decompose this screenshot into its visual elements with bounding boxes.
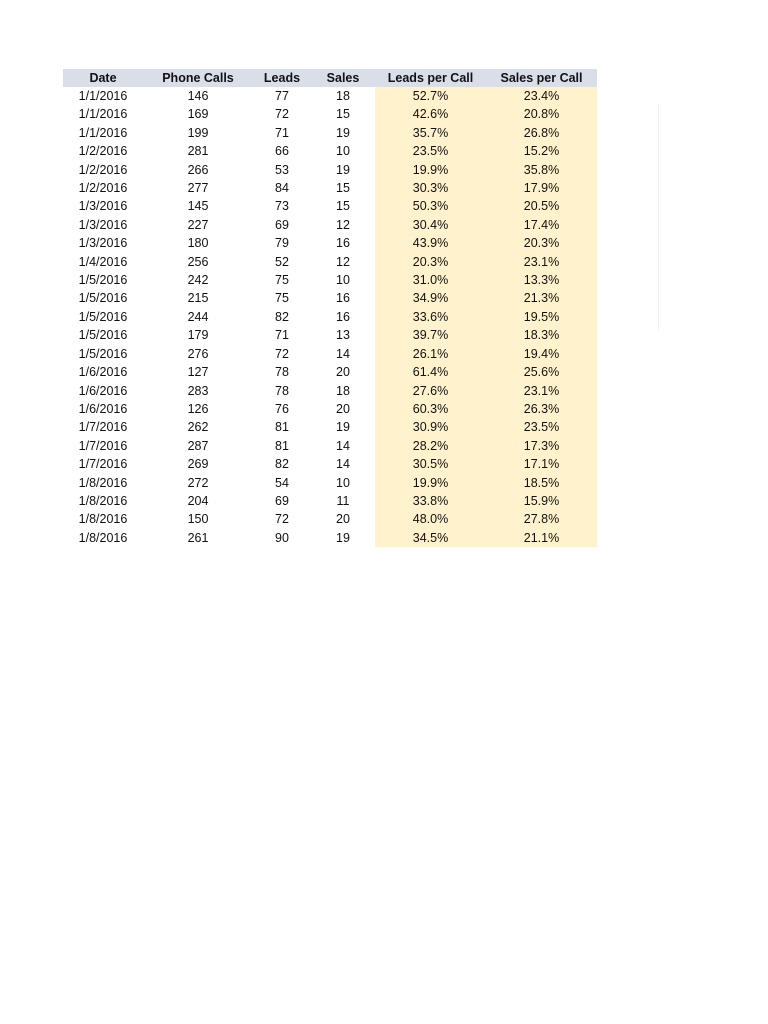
cell-phone-calls[interactable]: 199 [187, 125, 209, 140]
cell-date[interactable]: 1/8/2016 [78, 512, 128, 527]
cell-leads[interactable]: 79 [275, 236, 289, 251]
cell-leads[interactable]: 84 [275, 181, 289, 196]
table-row [63, 418, 597, 436]
cell-phone-calls[interactable]: 204 [187, 493, 209, 508]
cell-sales-per-call[interactable]: 19.5% [486, 308, 597, 326]
table-row [63, 105, 597, 123]
cell-date[interactable]: 1/5/2016 [78, 309, 128, 324]
cell-date[interactable]: 1/2/2016 [78, 144, 128, 159]
table-row [63, 326, 597, 344]
spreadsheet-area [63, 69, 597, 547]
cell-leads-per-call[interactable]: 34.5% [375, 529, 486, 547]
cell-date[interactable]: 1/6/2016 [78, 383, 128, 398]
cell-phone-calls[interactable]: 227 [187, 217, 209, 232]
cell-phone-calls[interactable]: 266 [187, 162, 209, 177]
cell-phone-calls[interactable]: 287 [187, 438, 209, 453]
table-row [63, 437, 597, 455]
cell-date[interactable]: 1/2/2016 [78, 162, 128, 177]
cell-phone-calls[interactable]: 146 [187, 89, 209, 103]
cell-phone-calls[interactable]: 277 [187, 181, 209, 196]
cell-leads-per-call[interactable]: 52.7% [375, 87, 486, 105]
cell-phone-calls[interactable]: 169 [187, 107, 209, 122]
cell-leads-per-call[interactable]: 31.0% [375, 271, 486, 289]
cell-sales[interactable]: 10 [336, 273, 350, 288]
cell-leads-per-call[interactable]: 43.9% [375, 234, 486, 252]
cell-date[interactable]: 1/7/2016 [78, 457, 128, 472]
column-header-phone-calls[interactable]: Phone Calls [143, 69, 253, 87]
cell-sales[interactable]: 14 [336, 346, 350, 361]
table-row [63, 271, 597, 289]
cell-phone-calls[interactable]: 261 [187, 530, 209, 545]
cell-sales[interactable]: 16 [336, 291, 350, 306]
cell-leads[interactable]: 77 [275, 89, 289, 103]
cell-phone-calls[interactable]: 276 [187, 346, 209, 361]
cell-sales-per-call[interactable]: 26.3% [486, 400, 597, 418]
table-row [63, 492, 597, 510]
table-row [63, 142, 597, 160]
sales-data-table [63, 69, 597, 547]
cell-sales-per-call[interactable]: 17.3% [486, 437, 597, 455]
cell-sales[interactable]: 15 [336, 107, 350, 122]
cell-leads[interactable]: 82 [275, 309, 289, 324]
cell-date[interactable]: 1/7/2016 [78, 420, 128, 435]
cell-leads[interactable]: 54 [275, 475, 289, 490]
table-row [63, 289, 597, 307]
table-body [63, 87, 597, 547]
cell-leads[interactable]: 78 [275, 365, 289, 380]
cell-date[interactable]: 1/8/2016 [78, 530, 128, 545]
cell-leads[interactable]: 75 [275, 273, 289, 288]
cell-leads[interactable]: 90 [275, 530, 289, 545]
cell-phone-calls[interactable]: 244 [187, 309, 209, 324]
cell-sales-per-call[interactable]: 13.3% [486, 271, 597, 289]
table-row [63, 253, 597, 271]
cell-sales-per-call[interactable]: 23.1% [486, 253, 597, 271]
cell-sales-per-call[interactable]: 23.1% [486, 382, 597, 400]
cell-phone-calls[interactable]: 283 [187, 383, 209, 398]
cell-leads-per-call[interactable]: 23.5% [375, 142, 486, 160]
cell-phone-calls[interactable]: 281 [187, 144, 209, 159]
cell-sales-per-call[interactable]: 17.4% [486, 216, 597, 234]
cell-date[interactable]: 1/1/2016 [78, 89, 128, 103]
cell-phone-calls[interactable]: 126 [187, 401, 209, 416]
cell-leads-per-call[interactable]: 30.5% [375, 455, 486, 473]
cell-sales[interactable]: 18 [336, 89, 350, 103]
cell-leads-per-call[interactable]: 30.9% [375, 418, 486, 436]
column-header-leads-per-call[interactable]: Leads per Call [375, 69, 486, 87]
cell-sales[interactable]: 11 [336, 493, 350, 508]
cell-sales[interactable]: 10 [336, 475, 350, 490]
cell-leads[interactable]: 75 [275, 291, 289, 306]
cell-leads[interactable]: 82 [275, 457, 289, 472]
cell-leads[interactable]: 81 [275, 438, 289, 453]
cell-sales-per-call[interactable]: 23.4% [486, 87, 597, 105]
cell-leads[interactable]: 52 [275, 254, 289, 269]
cell-leads[interactable]: 66 [275, 144, 289, 159]
cell-leads[interactable]: 72 [275, 107, 289, 122]
cell-phone-calls[interactable]: 180 [187, 236, 209, 251]
cell-date[interactable]: 1/5/2016 [78, 291, 128, 306]
cell-leads[interactable]: 72 [275, 512, 289, 527]
cell-date[interactable]: 1/5/2016 [78, 328, 128, 343]
cell-leads-per-call[interactable]: 42.6% [375, 105, 486, 123]
cell-sales[interactable]: 13 [336, 328, 350, 343]
cell-sales-per-call[interactable]: 18.3% [486, 326, 597, 344]
column-header-sales-per-call[interactable]: Sales per Call [486, 69, 597, 87]
cell-sales-per-call[interactable]: 21.1% [486, 529, 597, 547]
cell-leads-per-call[interactable]: 30.3% [375, 179, 486, 197]
cell-sales[interactable]: 15 [336, 181, 350, 196]
cell-date[interactable]: 1/1/2016 [78, 125, 128, 140]
cell-date[interactable]: 1/6/2016 [78, 401, 128, 416]
table-row [63, 345, 597, 363]
cell-sales[interactable]: 16 [336, 309, 350, 324]
cell-sales-per-call[interactable]: 15.2% [486, 142, 597, 160]
cell-leads-per-call[interactable]: 48.0% [375, 510, 486, 528]
cell-leads-per-call[interactable]: 35.7% [375, 124, 486, 142]
cell-sales[interactable]: 12 [336, 217, 350, 232]
column-header-leads[interactable]: Leads [253, 69, 311, 87]
cell-sales[interactable]: 20 [336, 512, 350, 527]
cell-leads[interactable]: 53 [275, 162, 289, 177]
cell-sales-per-call[interactable]: 21.3% [486, 289, 597, 307]
cell-phone-calls[interactable]: 127 [187, 365, 209, 380]
cell-sales[interactable]: 14 [336, 438, 350, 453]
column-header-sales[interactable]: Sales [311, 69, 375, 87]
cell-phone-calls[interactable]: 150 [187, 512, 209, 527]
cell-leads[interactable]: 78 [275, 383, 289, 398]
cell-phone-calls[interactable]: 145 [187, 199, 209, 214]
cell-sales-per-call[interactable]: 19.4% [486, 345, 597, 363]
cell-sales-per-call[interactable]: 17.1% [486, 455, 597, 473]
cell-sales-per-call[interactable]: 25.6% [486, 363, 597, 381]
cell-leads-per-call[interactable]: 26.1% [375, 345, 486, 363]
cell-sales-per-call[interactable]: 18.5% [486, 474, 597, 492]
cell-date[interactable]: 1/5/2016 [78, 346, 128, 361]
cell-leads-per-call[interactable]: 34.9% [375, 289, 486, 307]
cell-phone-calls[interactable]: 256 [187, 254, 209, 269]
cell-date[interactable]: 1/3/2016 [78, 199, 128, 214]
divider-line [658, 104, 659, 330]
cell-leads-per-call[interactable]: 61.4% [375, 363, 486, 381]
table-row [63, 179, 597, 197]
cell-sales-per-call[interactable]: 20.8% [486, 105, 597, 123]
cell-date[interactable]: 1/2/2016 [78, 181, 128, 196]
cell-sales-per-call[interactable]: 26.8% [486, 124, 597, 142]
table-row [63, 363, 597, 381]
cell-leads[interactable]: 72 [275, 346, 289, 361]
table-row [63, 87, 597, 105]
column-header-date[interactable]: Date [63, 69, 143, 87]
cell-sales[interactable]: 19 [336, 125, 350, 140]
cell-leads-per-call[interactable]: 19.9% [375, 474, 486, 492]
cell-date[interactable]: 1/4/2016 [78, 254, 128, 269]
cell-leads[interactable]: 71 [275, 125, 289, 140]
cell-sales-per-call[interactable]: 23.5% [486, 418, 597, 436]
cell-sales-per-call[interactable]: 27.8% [486, 510, 597, 528]
cell-sales[interactable]: 20 [336, 401, 350, 416]
table-row [63, 529, 597, 547]
cell-sales[interactable]: 19 [336, 162, 350, 177]
cell-sales[interactable]: 18 [336, 383, 350, 398]
cell-sales[interactable]: 14 [336, 457, 350, 472]
cell-date[interactable]: 1/8/2016 [78, 493, 128, 508]
cell-leads-per-call[interactable]: 33.8% [375, 492, 486, 510]
cell-sales-per-call[interactable]: 20.3% [486, 234, 597, 252]
cell-sales[interactable]: 19 [336, 420, 350, 435]
table-row [63, 124, 597, 142]
cell-sales[interactable]: 12 [336, 254, 350, 269]
cell-phone-calls[interactable]: 179 [187, 328, 209, 343]
cell-leads-per-call[interactable]: 30.4% [375, 216, 486, 234]
cell-date[interactable]: 1/7/2016 [78, 438, 128, 453]
cell-leads[interactable]: 73 [275, 199, 289, 214]
table-row [63, 510, 597, 528]
cell-phone-calls[interactable]: 269 [187, 457, 209, 472]
cell-sales[interactable]: 16 [336, 236, 350, 251]
cell-leads-per-call[interactable]: 50.3% [375, 197, 486, 215]
cell-sales-per-call[interactable]: 35.8% [486, 161, 597, 179]
table-row [63, 382, 597, 400]
cell-leads-per-call[interactable]: 20.3% [375, 253, 486, 271]
table-row [63, 161, 597, 179]
cell-sales-per-call[interactable]: 17.9% [486, 179, 597, 197]
cell-leads-per-call[interactable]: 60.3% [375, 400, 486, 418]
cell-phone-calls[interactable]: 262 [187, 420, 209, 435]
cell-date[interactable]: 1/1/2016 [78, 107, 128, 122]
cell-leads-per-call[interactable]: 19.9% [375, 161, 486, 179]
cell-leads[interactable]: 71 [275, 328, 289, 343]
cell-sales[interactable]: 19 [336, 530, 350, 545]
table-row [63, 455, 597, 473]
table-row [63, 216, 597, 234]
cell-phone-calls[interactable]: 272 [187, 475, 209, 490]
table-row [63, 234, 597, 252]
cell-leads-per-call[interactable]: 28.2% [375, 437, 486, 455]
header-row [63, 69, 597, 87]
cell-sales-per-call[interactable]: 15.9% [486, 492, 597, 510]
cell-leads[interactable]: 69 [275, 217, 289, 232]
cell-date[interactable]: 1/8/2016 [78, 475, 128, 490]
cell-date[interactable]: 1/5/2016 [78, 273, 128, 288]
table-row [63, 197, 597, 215]
cell-date[interactable]: 1/3/2016 [78, 217, 128, 232]
table-row [63, 400, 597, 418]
cell-date[interactable]: 1/3/2016 [78, 236, 128, 251]
cell-sales[interactable]: 10 [336, 144, 350, 159]
cell-phone-calls[interactable]: 215 [187, 291, 209, 306]
cell-date[interactable]: 1/6/2016 [78, 365, 128, 380]
cell-leads[interactable]: 81 [275, 420, 289, 435]
cell-sales-per-call[interactable]: 20.5% [486, 197, 597, 215]
cell-leads-per-call[interactable]: 33.6% [375, 308, 486, 326]
cell-phone-calls[interactable]: 242 [187, 273, 209, 288]
table-row [63, 474, 597, 492]
cell-sales[interactable]: 20 [336, 365, 350, 380]
cell-leads-per-call[interactable]: 27.6% [375, 382, 486, 400]
cell-sales[interactable]: 15 [336, 199, 350, 214]
cell-leads[interactable]: 69 [275, 493, 289, 508]
cell-leads[interactable]: 76 [275, 401, 289, 416]
cell-leads-per-call[interactable]: 39.7% [375, 326, 486, 344]
table-row [63, 308, 597, 326]
